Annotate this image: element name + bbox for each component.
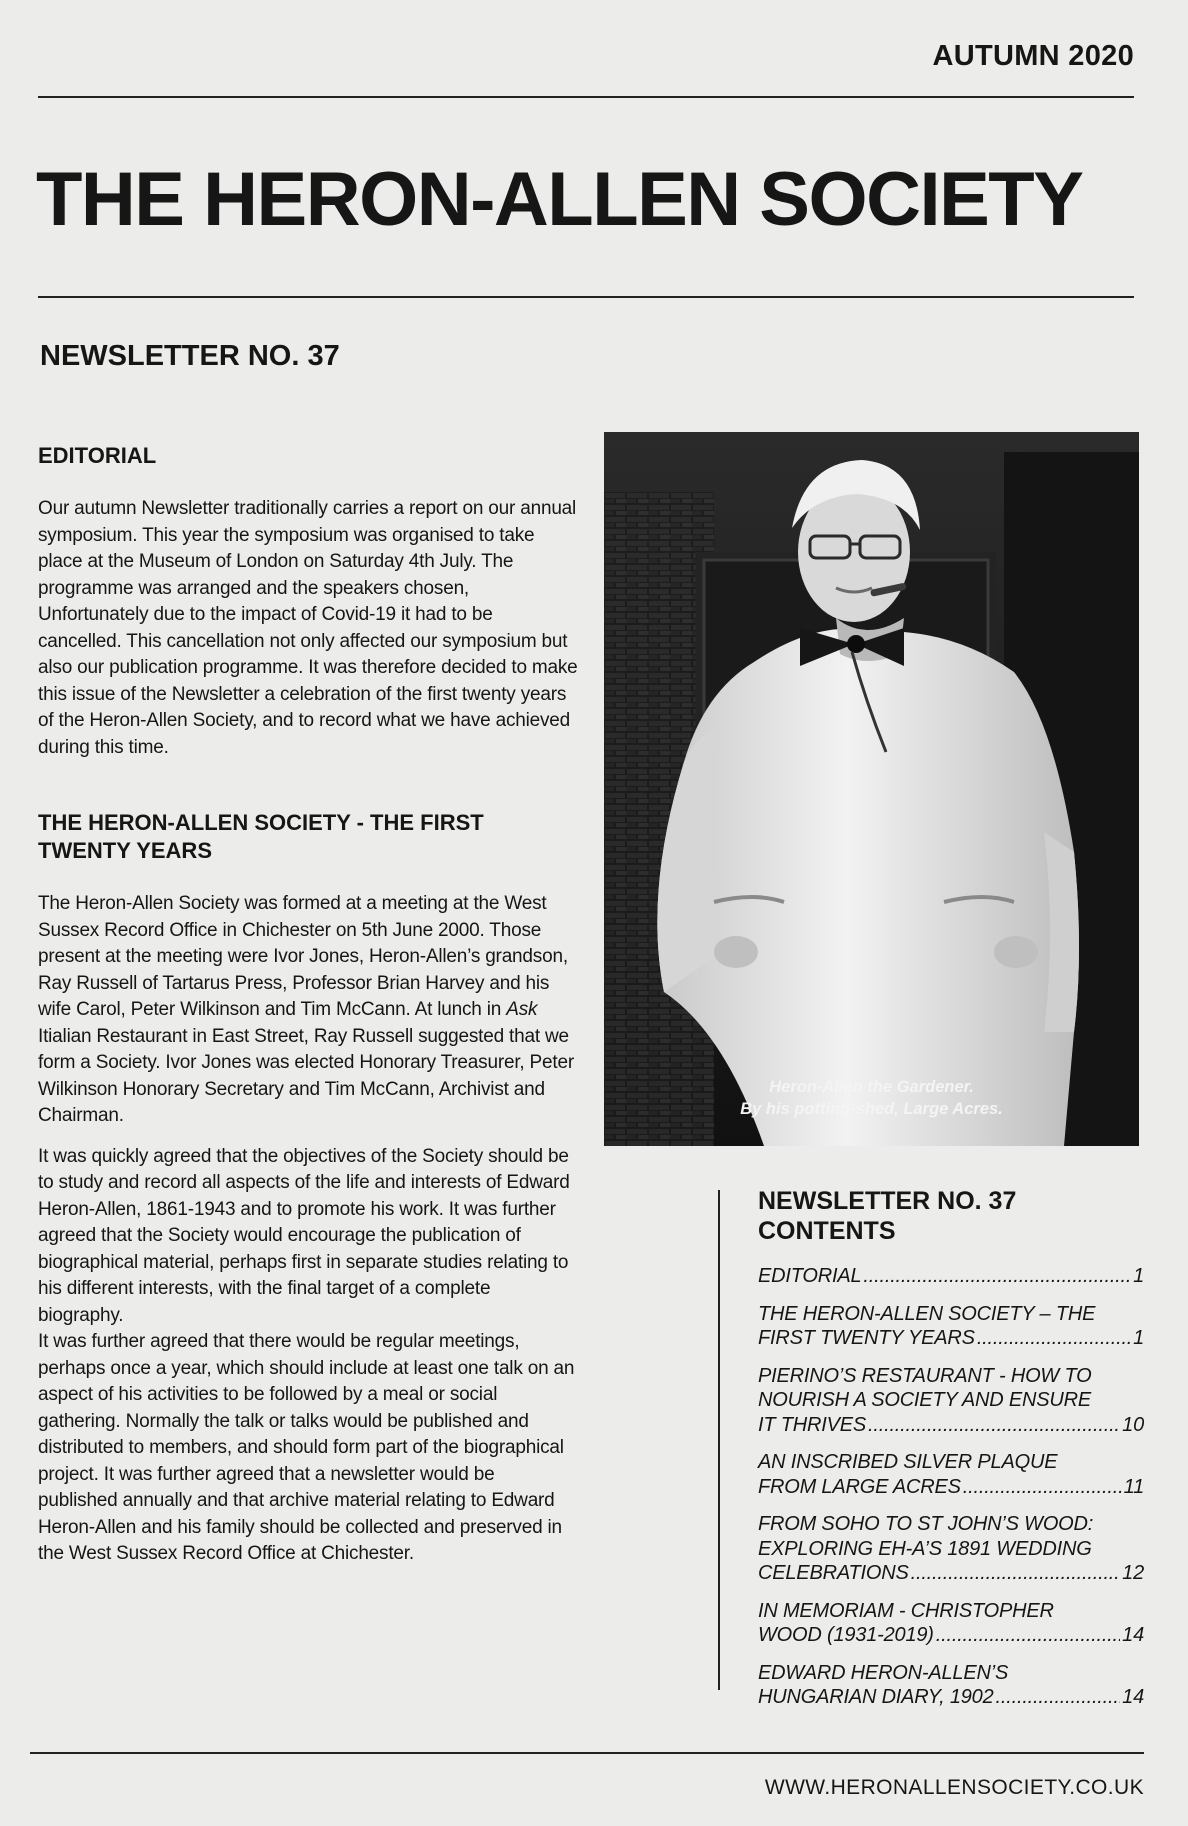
top-divider bbox=[38, 96, 1134, 98]
first-twenty-years-paragraph-1 bbox=[38, 891, 578, 1130]
contents-leader-dots bbox=[863, 1264, 1131, 1289]
portrait-photo bbox=[604, 432, 1139, 1146]
left-column bbox=[38, 442, 578, 1568]
contents-item-last-line bbox=[758, 1623, 1144, 1648]
editorial-heading: EDITORIAL bbox=[38, 443, 157, 468]
contents-item bbox=[758, 1512, 1144, 1586]
contents-leader-dots bbox=[868, 1413, 1120, 1438]
contents-item-title-line: EDWARD HERON-ALLEN’S bbox=[758, 1661, 1009, 1684]
contents-item-last-line bbox=[758, 1326, 1144, 1351]
contents-item-last-line bbox=[758, 1685, 1144, 1710]
contents-item-title-end: HUNGARIAN DIARY, 1902 bbox=[758, 1686, 994, 1708]
first-twenty-years-heading: THE HERON-ALLEN SOCIETY - THE FIRST TWENTY YEARS bbox=[38, 810, 484, 863]
contents-item-title-end: CELEBRATIONS bbox=[758, 1562, 909, 1584]
contents-leader-dots bbox=[911, 1561, 1121, 1586]
contents-leader-dots bbox=[936, 1623, 1120, 1648]
title-divider bbox=[38, 296, 1134, 298]
contents-item-title-end: WOOD (1931-2019) bbox=[758, 1624, 934, 1646]
contents-item-title-end: EDITORIAL bbox=[758, 1265, 862, 1287]
society-title: THE HERON-ALLEN SOCIETY bbox=[36, 157, 1083, 242]
contents-item-last-line bbox=[758, 1413, 1144, 1438]
contents-leader-dots bbox=[996, 1685, 1121, 1710]
contents-page-number: 1 bbox=[1133, 1265, 1144, 1287]
contents-page-number: 14 bbox=[1122, 1686, 1144, 1708]
newsletter-number: NEWSLETTER NO. 37 bbox=[40, 340, 340, 372]
contents-page-number: 1 bbox=[1133, 1327, 1144, 1349]
contents-item-title-line: AN INSCRIBED SILVER PLAQUE bbox=[758, 1451, 1058, 1473]
caption-line-1: Heron-Allen the Gardener. bbox=[769, 1078, 974, 1096]
footer-divider bbox=[30, 1752, 1144, 1754]
contents-item-last-line bbox=[758, 1264, 1144, 1289]
contents-leader-dots bbox=[963, 1475, 1122, 1500]
paragraph-1-text-start: The Heron-Allen Society was formed at a meeting at the West Sussex Record Office in Chichester on 5th June 2000. Those present at the meeting were Ivor Jones, Heron-Allen’s grandson, Ray Russell of Tartarus Press, Professor Brian Harvey and his wife Carol, Peter Wilkinson and Tim McCann. At lunch in bbox=[38, 893, 568, 1020]
contents-title-line-2: CONTENTS bbox=[758, 1217, 896, 1245]
contents-panel bbox=[758, 1186, 1144, 1723]
contents-item-title-end: FIRST TWENTY YEARS bbox=[758, 1327, 975, 1349]
photo-caption bbox=[604, 1076, 1139, 1120]
contents-vertical-rule bbox=[718, 1190, 720, 1690]
paragraph-1-text-end: Itialian Restaurant in East Street, Ray Russell suggested that we form a Society. Ivor Jones was elected Honorary Treasurer, Peter Wilkinson Honorary Secretary and Tim McCann, Archivist and Chairman. bbox=[38, 1025, 574, 1126]
contents-page-number: 10 bbox=[1122, 1413, 1144, 1436]
caption-line-2: By his potting-shed, Large Acres. bbox=[740, 1100, 1003, 1118]
contents-item-title-line: NOURISH A SOCIETY AND ENSURE bbox=[758, 1389, 1091, 1411]
contents-item bbox=[758, 1661, 1144, 1710]
issue-season: AUTUMN 2020 bbox=[932, 40, 1134, 72]
editorial-body: Our autumn Newsletter traditionally carries a report on our annual symposium. This year the symposium was organised to take place at the Museum of London on Saturday 4th July. The programme was arranged and the speakers chosen, Unfortunately due to the impact of Covid-19 it had to be cancelled. This cancellation not only affected our symposium but also our publication programme. It was therefore decided to make this issue of the Newsletter a celebration of the first twenty years of the Heron-Allen Society, and to record what we have achieved during this time. bbox=[38, 498, 578, 758]
contents-item-title-end: FROM LARGE ACRES bbox=[758, 1475, 961, 1498]
restaurant-name: Ask bbox=[506, 999, 538, 1020]
portrait-photo-image bbox=[604, 432, 1139, 1146]
website-url: WWW.HERONALLENSOCIETY.CO.UK bbox=[764, 1776, 1144, 1799]
contents-item bbox=[758, 1364, 1144, 1438]
contents-item bbox=[758, 1450, 1144, 1499]
contents-item-title-line: IN MEMORIAM - CHRISTOPHER bbox=[758, 1599, 1054, 1622]
contents-item-title-line: EXPLORING EH-A’S 1891 WEDDING bbox=[758, 1537, 1092, 1560]
contents-item bbox=[758, 1264, 1144, 1289]
contents-item-title-line: FROM SOHO TO ST JOHN’S WOOD: bbox=[758, 1513, 1094, 1535]
contents-item-title-line: PIERINO’S RESTAURANT - HOW TO bbox=[758, 1364, 1092, 1387]
contents-item-last-line bbox=[758, 1475, 1144, 1500]
contents-item bbox=[758, 1302, 1144, 1351]
contents-item-last-line bbox=[758, 1561, 1144, 1586]
contents-page-number: 11 bbox=[1123, 1475, 1144, 1498]
contents-title-line-1: NEWSLETTER NO. 37 bbox=[758, 1187, 1017, 1215]
contents-list bbox=[758, 1264, 1144, 1710]
contents-item-title-end: IT THRIVES bbox=[758, 1413, 867, 1436]
contents-title bbox=[758, 1186, 1144, 1246]
first-twenty-years-paragraph-2: It was quickly agreed that the objectives of the Society should be to study and record all aspects of the life and interests of Edward Heron-Allen, 1861-1943 and to promote his work. It was further agreed that the Society would encourage the publication of biographical material, perhaps first in separate studies relating to his different interests, with the final target of a complete biography. bbox=[38, 1145, 570, 1326]
contents-leader-dots bbox=[977, 1326, 1131, 1351]
contents-item-title-line: THE HERON-ALLEN SOCIETY – THE bbox=[758, 1302, 1096, 1325]
contents-item bbox=[758, 1599, 1144, 1648]
first-twenty-years-paragraph-3: It was further agreed that there would be regular meetings, perhaps once a year, which should include at least one talk on an aspect of his activities to be followed by a meal or social gathering. Normally the talk or talks would be published and distributed to members, and should form part of the biographical project. It was further agreed that a newsletter would be published annually and that archive material relating to Edward Heron-Allen and his family should be collected and preserved in the West Sussex Record Office at Chichester. bbox=[38, 1331, 575, 1564]
contents-page-number: 12 bbox=[1122, 1562, 1144, 1584]
contents-page-number: 14 bbox=[1122, 1624, 1144, 1646]
